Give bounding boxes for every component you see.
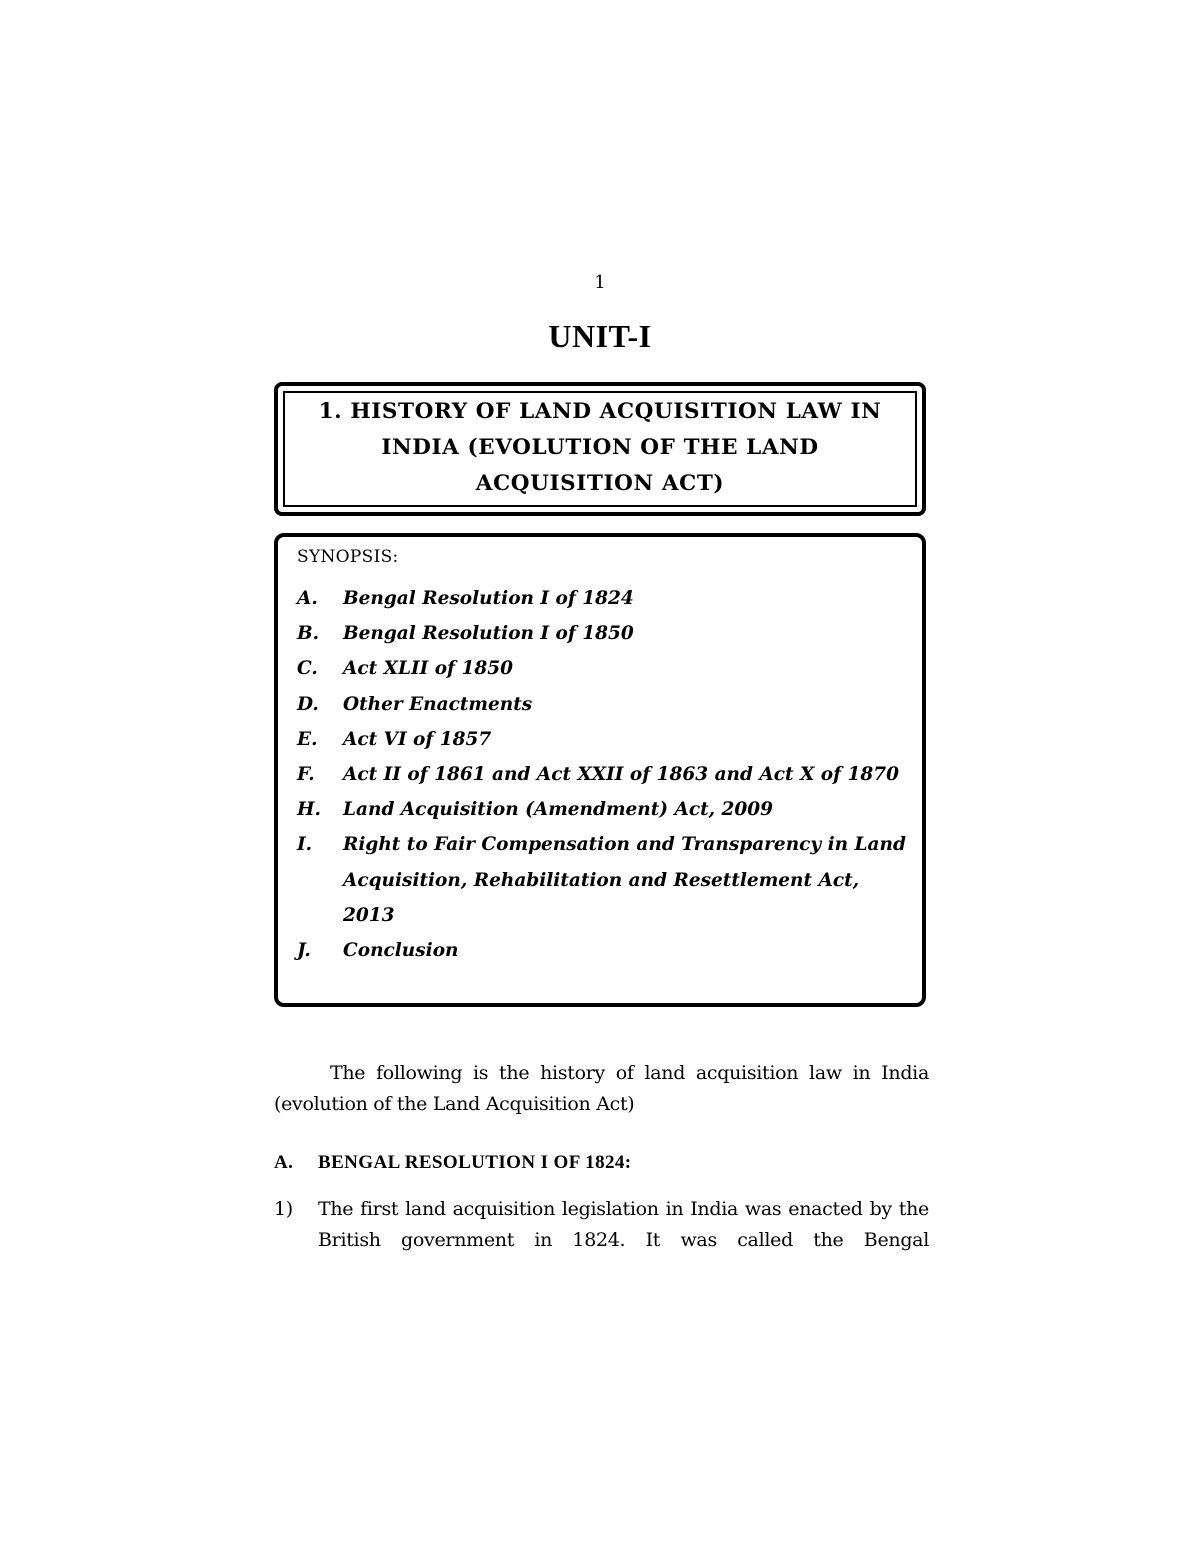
synopsis-item-text: Right to Fair Compensation and Transparency in Land Acquisition, Rehabilitation and Resettlement Act, 2013 — [343, 834, 906, 926]
synopsis-item-letter: I. — [297, 834, 313, 856]
synopsis-item — [297, 651, 908, 686]
synopsis-item-letter: J. — [297, 940, 311, 962]
synopsis-item — [297, 792, 908, 827]
intro-paragraph: The following is the history of land acquisition law in India (evolution of the Land Acquisition Act) — [274, 1062, 929, 1115]
synopsis-item — [297, 581, 908, 616]
synopsis-item-text: Act II of 1861 and Act XXII of 1863 and Act X of 1870 — [343, 764, 900, 786]
point-number: 1) — [274, 1198, 293, 1220]
synopsis-item — [297, 722, 908, 757]
synopsis-item — [297, 757, 908, 792]
section-heading-a — [274, 1152, 929, 1174]
synopsis-item-letter: H. — [297, 799, 321, 821]
synopsis-item-text: Conclusion — [343, 940, 459, 962]
synopsis-item — [297, 616, 908, 651]
synopsis-item — [297, 687, 908, 722]
numbered-point-1 — [274, 1194, 929, 1256]
section-heading-text: BENGAL RESOLUTION I OF 1824: — [318, 1152, 632, 1173]
page-number: 1 — [594, 272, 606, 293]
unit-title: UNIT-I — [548, 318, 652, 354]
synopsis-heading: SYNOPSIS: — [297, 547, 399, 567]
chapter-title: 1. HISTORY OF LAND ACQUISITION LAW IN INDIA (EVOLUTION OF THE LAND ACQUISITION ACT) — [318, 399, 882, 496]
synopsis-item-letter: F. — [297, 764, 315, 786]
point-text: The first land acquisition legislation in India was enacted by the British government in 1824. It was called the Bengal — [318, 1198, 929, 1251]
synopsis-item-letter: A. — [297, 588, 318, 609]
synopsis-item-letter: D. — [297, 693, 319, 715]
synopsis-item-text: Bengal Resolution I of 1824 — [343, 588, 634, 609]
synopsis-item-text: Act VI of 1857 — [343, 728, 492, 750]
synopsis-item-text: Act XLII of 1850 — [343, 658, 513, 680]
synopsis-list — [297, 581, 908, 968]
chapter-title-inner-border — [283, 391, 917, 507]
synopsis-item-letter: C. — [297, 658, 318, 680]
synopsis-item-text: Bengal Resolution I of 1850 — [343, 623, 634, 645]
section-heading-letter: A. — [274, 1152, 294, 1173]
synopsis-box — [274, 533, 926, 1007]
synopsis-item-text: Other Enactments — [343, 693, 533, 715]
chapter-title-box — [274, 382, 926, 516]
synopsis-item-letter: B. — [297, 623, 320, 645]
synopsis-item-text: Land Acquisition (Amendment) Act, 2009 — [343, 799, 774, 821]
synopsis-item — [297, 933, 908, 968]
synopsis-item-letter: E. — [297, 728, 318, 750]
synopsis-item — [297, 827, 908, 933]
